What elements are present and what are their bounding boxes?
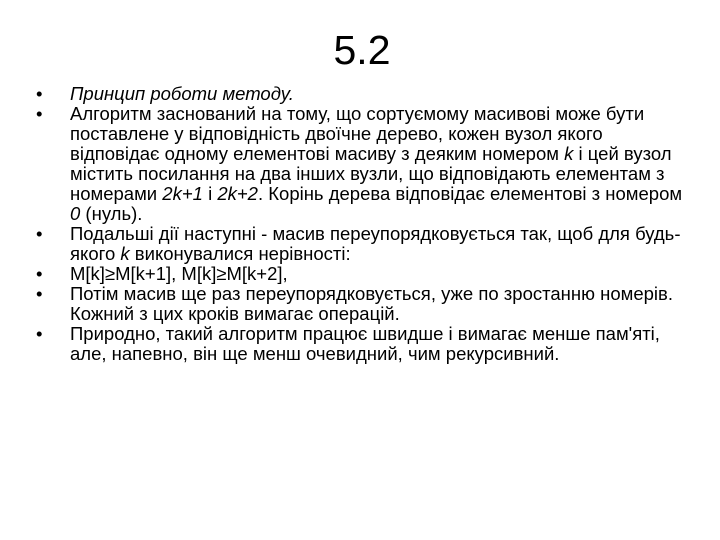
- bullet-text: [70, 324, 686, 364]
- bullet-point-icon: •: [36, 83, 43, 104]
- text-run: Потім масив ще раз переупорядковується, уже по зростанню номерів. Кожний з цих кроків вимагає операцій.: [70, 283, 674, 324]
- bullet-text: [70, 284, 686, 324]
- text-run: і цей вузол містить посилання на два інших вузли, що відповідають елементам з номерами: [70, 143, 672, 204]
- bullet-list: [36, 84, 686, 364]
- bullet-item: [36, 104, 686, 224]
- bullet-item: [36, 284, 686, 324]
- bullet-text: [70, 104, 686, 224]
- text-run: виконувалися нерівності:: [129, 243, 351, 264]
- bullet-item: [36, 264, 686, 284]
- text-run: . Корінь дерева відповідає елементові з номером: [257, 183, 683, 204]
- text-run: Природно, такий алгоритм працює швидше і вимагає менше пам'яті, але, напевно, він ще менш очевидний, чим рекурсивний.: [70, 323, 660, 364]
- bullet-text: [70, 84, 686, 104]
- italic-text-run: 2k+2: [217, 183, 258, 204]
- bullet-text: [70, 264, 686, 284]
- text-run: і: [202, 183, 218, 204]
- bullet-point-icon: •: [36, 223, 43, 244]
- italic-text-run: 2k+1: [162, 183, 203, 204]
- italic-text-run: k: [120, 243, 130, 264]
- bullet-item: [36, 84, 686, 104]
- bullet-point-icon: •: [36, 103, 43, 124]
- text-run: M[k]≥M[k+1], M[k]≥M[k+2],: [70, 263, 288, 284]
- italic-text-run: k: [564, 143, 574, 164]
- bullet-point-icon: •: [36, 283, 43, 304]
- italic-text-run: 0: [70, 203, 81, 224]
- bullet-item: [36, 324, 686, 364]
- text-run: (нуль).: [80, 203, 143, 224]
- text-run: Подальші дії наступні - масив переупорядковується так, щоб для будь-якого: [70, 223, 681, 264]
- slide-title: 5.2: [333, 27, 391, 73]
- italic-text-run: Принцип роботи методу.: [70, 83, 294, 104]
- bullet-point-icon: •: [36, 263, 43, 284]
- text-run: Алгоритм заснований на тому, що сортуємому масивові може бути поставлене у відповідність двоїчне дерево, кожен вузол якого відповідає одному елементові масиву з деяким номером: [70, 103, 645, 164]
- bullet-text: [70, 224, 686, 264]
- bullet-item: [36, 224, 686, 264]
- bullet-point-icon: •: [36, 323, 43, 344]
